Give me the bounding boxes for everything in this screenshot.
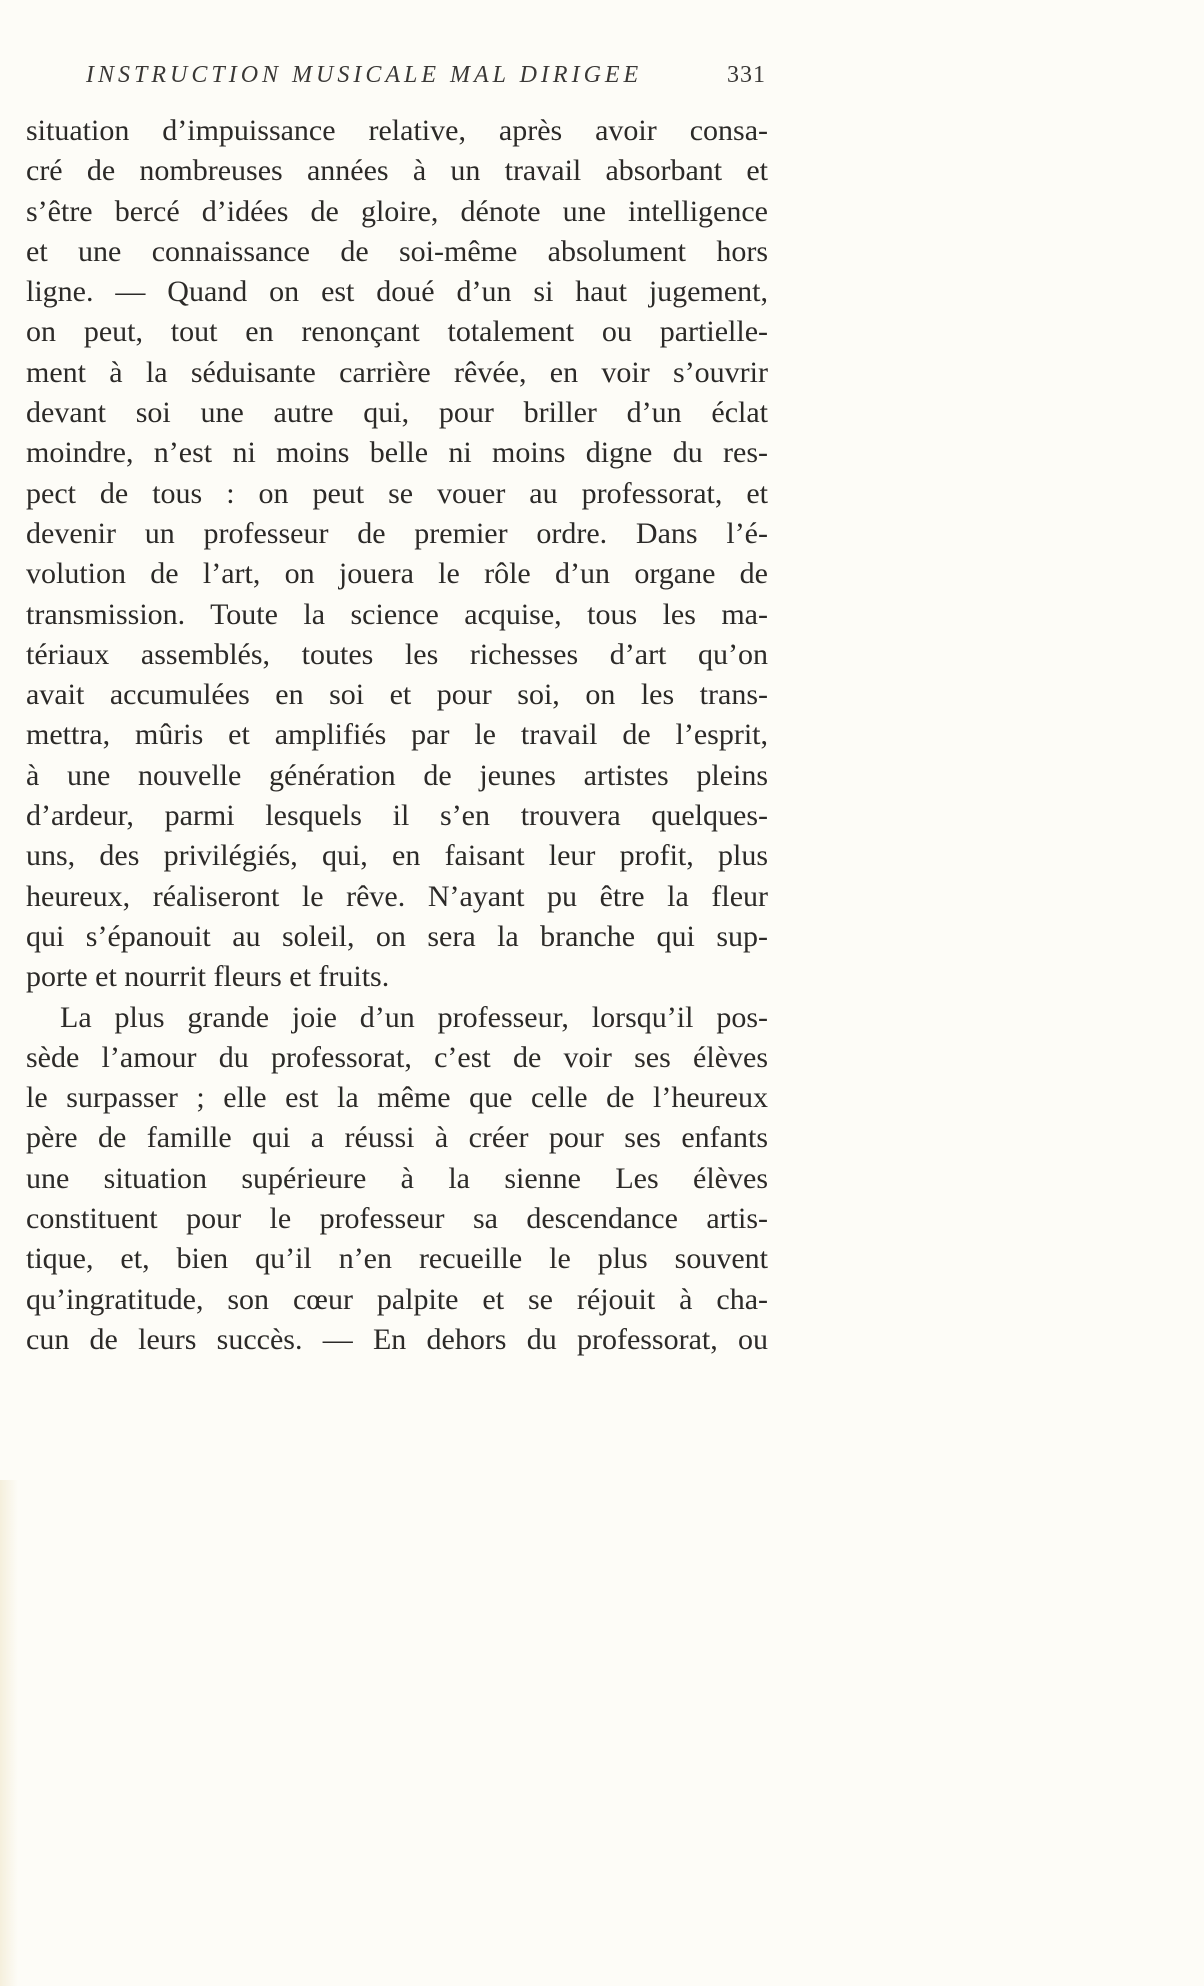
text-line: père de famille qui a réussi à créer pour ses enfants bbox=[26, 1121, 768, 1155]
text-line: moindre, n’est ni moins belle ni moins digne du res- bbox=[26, 436, 768, 470]
text-line: et une connaissance de soi-même absolument hors bbox=[26, 234, 768, 268]
text-line: transmission. Toute la science acquise, tous les ma- bbox=[26, 597, 768, 631]
text-line: devant soi une autre qui, pour briller d’un éclat bbox=[26, 396, 768, 430]
text-line: le surpasser ; elle est la même que celle de l’heureux bbox=[26, 1081, 768, 1115]
text-line: d’ardeur, parmi lesquels il s’en trouvera quelques- bbox=[26, 799, 768, 833]
page-number: 331 bbox=[727, 62, 766, 88]
text-line: constituent pour le professeur sa descendance artis- bbox=[26, 1202, 768, 1236]
text-line: qui s’épanouit au soleil, on sera la branche qui sup- bbox=[26, 919, 768, 953]
page-edge-stain bbox=[0, 1480, 18, 1986]
running-head bbox=[86, 62, 766, 102]
text-line: ligne. — Quand on est doué d’un si haut jugement, bbox=[26, 275, 768, 309]
text-line: pect de tous : on peut se vouer au professorat, et bbox=[26, 476, 768, 510]
text-line: tériaux assemblés, toutes les richesses d’art qu’on bbox=[26, 637, 768, 671]
text-line: tique, et, bien qu’il n’en recueille le plus souvent bbox=[26, 1242, 768, 1276]
paragraph-end-line: porte et nourrit fleurs et fruits. bbox=[26, 960, 390, 994]
text-line: mettra, mûris et amplifiés par le travail de l’esprit, bbox=[26, 718, 768, 752]
text-line: avait accumulées en soi et pour soi, on les trans- bbox=[26, 678, 768, 712]
text-line: cun de leurs succès. — En dehors du professorat, ou bbox=[26, 1322, 768, 1356]
text-line: devenir un professeur de premier ordre. Dans l’é- bbox=[26, 516, 768, 550]
body-text bbox=[26, 111, 768, 1360]
paragraph-start-line: La plus grande joie d’un professeur, lorsqu’il pos- bbox=[60, 1000, 768, 1034]
text-line: heureux, réaliseront le rêve. N’ayant pu être la fleur bbox=[26, 879, 768, 913]
text-line: cré de nombreuses années à un travail absorbant et bbox=[26, 154, 768, 188]
text-line: ment à la séduisante carrière rêvée, en voir s’ouvrir bbox=[26, 355, 768, 389]
text-line: situation d’impuissance relative, après avoir consa- bbox=[26, 114, 768, 147]
text-line: à une nouvelle génération de jeunes artistes pleins bbox=[26, 758, 768, 792]
text-line: on peut, tout en renonçant totalement ou partielle- bbox=[26, 315, 768, 349]
text-line: uns, des privilégiés, qui, en faisant leur profit, plus bbox=[26, 839, 768, 873]
text-line: s’être bercé d’idées de gloire, dénote une intelligence bbox=[26, 194, 768, 228]
running-title: INSTRUCTION MUSICALE MAL DIRIGEE bbox=[86, 62, 643, 88]
text-line: sède l’amour du professorat, c’est de voir ses élèves bbox=[26, 1040, 768, 1074]
text-line: volution de l’art, on jouera le rôle d’un organe de bbox=[26, 557, 768, 591]
text-line: qu’ingratitude, son cœur palpite et se réjouit à cha- bbox=[26, 1282, 768, 1316]
text-line: une situation supérieure à la sienne Les élèves bbox=[26, 1161, 768, 1195]
